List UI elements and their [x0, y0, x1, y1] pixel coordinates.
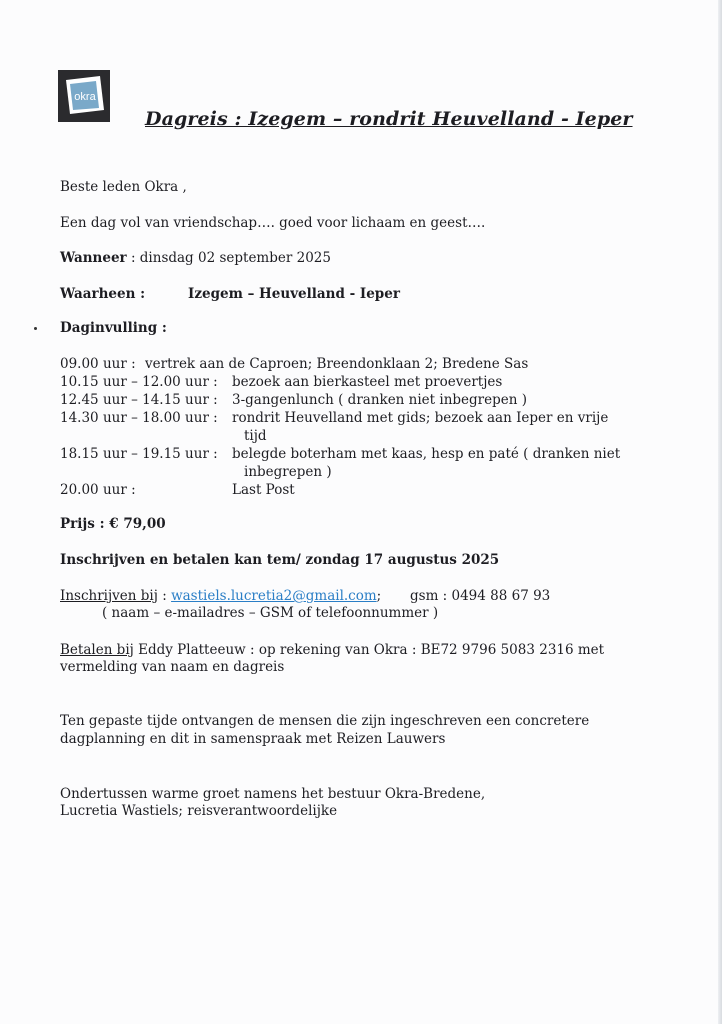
program-desc: bezoek aan bierkasteel met proevertjes	[232, 374, 503, 390]
gsm-number: gsm : 0494 88 67 93	[410, 588, 551, 604]
page-edge	[718, 0, 722, 1024]
register-label: Inschrijven bij	[60, 588, 158, 604]
register-line	[60, 588, 381, 605]
when-label: Wanneer	[60, 250, 127, 266]
program-label: Daginvulling :	[60, 320, 167, 336]
greeting: Beste leden Okra ,	[60, 179, 187, 195]
program-desc: vertrek aan de Caproen; Breendonklaan 2; Bredene Sas	[145, 356, 529, 372]
program-time: 10.15 uur – 12.00 uur :	[60, 374, 218, 390]
program-time: 18.15 uur – 19.15 uur :	[60, 446, 218, 462]
email-link[interactable]: wastiels.lucretia2@gmail.com	[171, 588, 377, 604]
price: Prijs : € 79,00	[60, 516, 166, 532]
svg-text:okra: okra	[74, 91, 96, 103]
register-note: ( naam – e-mailadres – GSM of telefoonnummer )	[102, 605, 439, 621]
payment-text: Eddy Platteeuw : op rekening van Okra : BE72 9796 5083 2316 met	[133, 642, 605, 658]
program-desc: Last Post	[232, 482, 295, 498]
intro-text: Een dag vol van vriendschap…. goed voor lichaam en geest….	[60, 215, 486, 231]
closing-line-1: Ondertussen warme groet namens het bestuur Okra-Bredene,	[60, 786, 486, 802]
program-time: 09.00 uur :	[60, 356, 136, 372]
program-time: 12.45 uur – 14.15 uur :	[60, 392, 218, 408]
register-sep: :	[157, 588, 172, 604]
bullet-dot	[34, 327, 37, 330]
register-after: ;	[376, 588, 382, 604]
program-desc-cont: inbegrepen )	[244, 464, 332, 480]
where-value: Izegem – Heuvelland - Ieper	[188, 286, 400, 302]
program-desc: rondrit Heuvelland met gids; bezoek aan Ieper en vrije	[232, 410, 609, 426]
program-desc: belegde boterham met kaas, hesp en paté ( dranken niet	[232, 446, 621, 462]
payment-line	[60, 642, 604, 659]
signature-line: Lucretia Wastiels; reisverantwoordelijke	[60, 803, 338, 819]
page-title: Dagreis : Izegem – rondrit Heuvelland - Ieper	[145, 108, 633, 130]
program-time: 20.00 uur :	[60, 482, 136, 498]
info-line-1: Ten gepaste tijde ontvangen de mensen die zijn ingeschreven een concretere	[60, 713, 590, 729]
info-line-2: dagplanning en dit in samenspraak met Reizen Lauwers	[60, 731, 446, 747]
payment-line-2: vermelding van naam en dagreis	[60, 659, 285, 675]
payment-label: Betalen bij	[60, 642, 134, 658]
program-desc-cont: tijd	[244, 428, 267, 444]
where-label: Waarheen :	[60, 286, 146, 302]
deadline: Inschrijven en betalen kan tem/ zondag 17 augustus 2025	[60, 552, 500, 568]
when-line	[60, 250, 331, 267]
when-value: : dinsdag 02 september 2025	[126, 250, 331, 266]
program-time: 14.30 uur – 18.00 uur :	[60, 410, 218, 426]
program-desc: 3-gangenlunch ( dranken niet inbegrepen )	[232, 392, 527, 408]
okra-logo	[58, 70, 110, 122]
